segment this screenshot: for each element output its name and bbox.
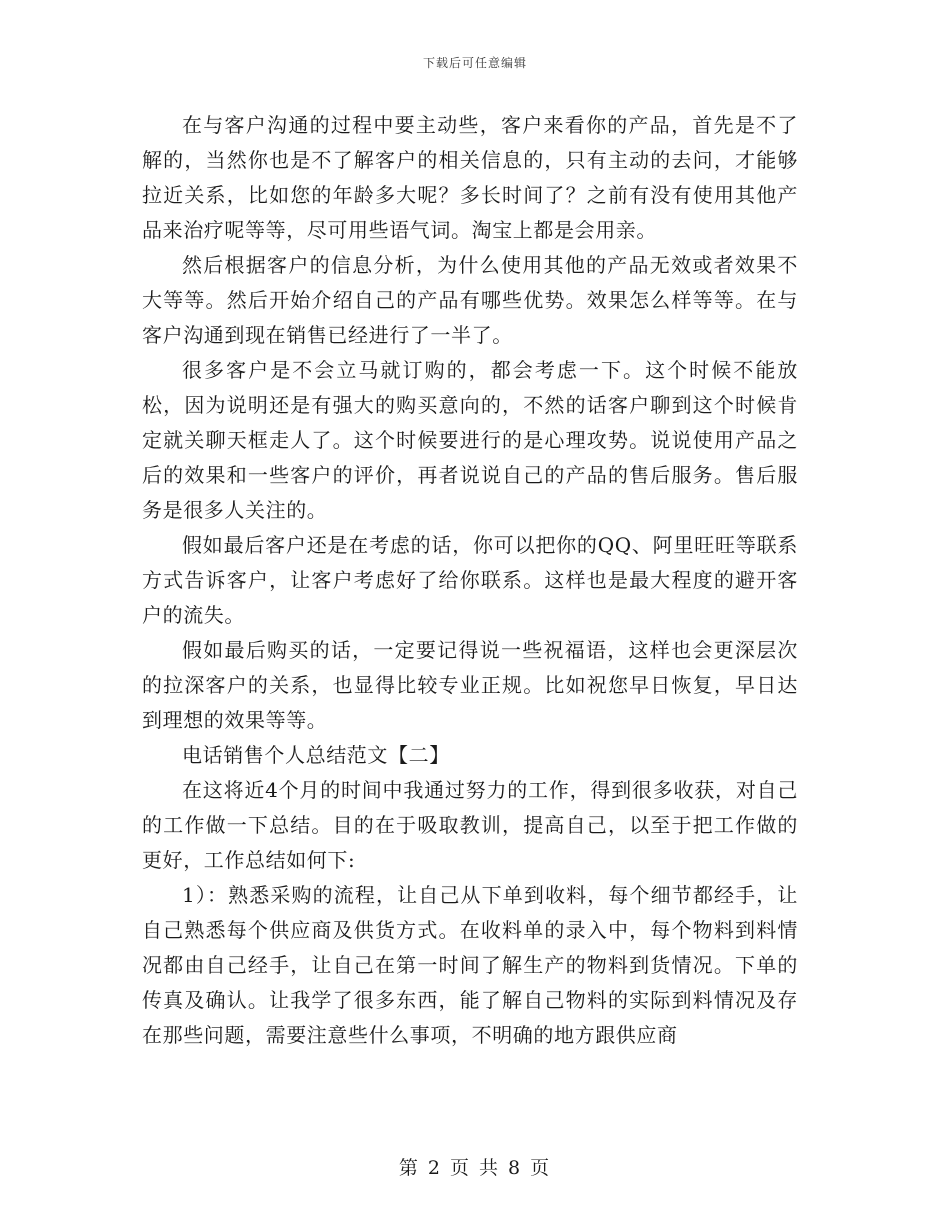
paragraph-psychological-offense: 很多客户是不会立马就订购的，都会考虑一下。这个时候不能放松，因为说明还是有强大的购买意向的，不然的话客户聊到这个时候肯定就关聊天框走人了。这个时候要进行的是心理攻势。说说使用产品之后的效果和一些客户的评价，再者说说自己的产品的售后服务。售后服务是很多人关注的。 (142, 358, 798, 522)
paragraph-product-advantages: 然后根据客户的信息分析，为什么使用其他的产品无效或者效果不大等等。然后开始介绍自己的产品有哪些优势。效果怎么样等等。在与客户沟通到现在销售已经进行了一半了。 (142, 253, 798, 347)
page-number: 第 2 页 共 8 页 (398, 1157, 552, 1179)
paragraph-purchasing-process: 1）：熟悉采购的流程，让自己从下单到收料，每个细节都经手，让自己熟悉每个供应商及供货方式。在收料单的录入中，每个物料到料情况都由自己经手，让自己在第一时间了解生产的物料到货情况。下单的传真及确认。让我学了很多东西，能了解自己物料的实际到料情况及存在那些问题，需要注意些什么事项，不明确的地方跟供应商 (142, 883, 798, 1047)
section-heading: 电话销售个人总结范文【二】 (182, 743, 450, 767)
document-body (142, 108, 798, 1053)
paragraph-four-months-summary: 在这将近4个月的时间中我通过努力的工作，得到很多收获，对自己的工作做一下总结。目的在于吸取教训，提高自己，以至于把工作做的更好，工作总结如何下: (142, 778, 798, 872)
paragraph-contact-info: 假如最后客户还是在考虑的话，你可以把你的QQ、阿里旺旺等联系方式告诉客户，让客户考虑好了给你联系。这样也是最大程度的避开客户的流失。 (142, 533, 798, 627)
page-header: 下载后可任意编辑 (422, 56, 527, 70)
paragraph-blessing-words: 假如最后购买的话，一定要记得说一些祝福语，这样也会更深层次的拉深客户的关系，也显得比较专业正规。比如祝您早日恢复，早日达到理想的效果等等。 (142, 638, 798, 732)
paragraph-customer-communication: 在与客户沟通的过程中要主动些，客户来看你的产品，首先是不了解的，当然你也是不了解客户的相关信息的，只有主动的去问，才能够拉近关系，比如您的年龄多大呢？多长时间了？之前有没有使用其他产品来治疗呢等等，尽可用些语气词。淘宝上都是会用亲。 (142, 113, 798, 242)
